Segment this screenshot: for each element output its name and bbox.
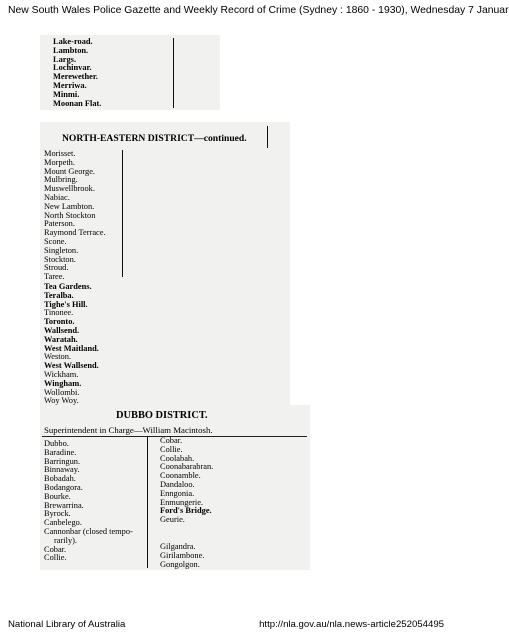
footer-url[interactable]: http://nla.gov.au/nla.news-article252054495 xyxy=(259,619,444,630)
section-title: DUBBO DISTRICT. xyxy=(116,410,208,421)
list-item: Tinonee. xyxy=(44,308,74,318)
list-item: North Stockton xyxy=(44,210,96,220)
list-item: Mount George. xyxy=(44,166,96,176)
page-header: New South Wales Police Gazette and Weekly Record of Crime (Sydney : 1860 - 1930), Wednesday 7 Januar xyxy=(8,5,509,16)
list-item: Bourke. xyxy=(44,491,71,501)
list-item: Collie. xyxy=(160,444,183,454)
list-item: Merriwa. xyxy=(53,80,87,90)
list-item: West Wallsend. xyxy=(44,361,99,371)
list-item: Cobar. xyxy=(160,436,183,445)
list-item: Lochinvar. xyxy=(53,63,92,73)
list-item: Lake-road. xyxy=(53,37,93,46)
list-item: Enmungerie. xyxy=(160,497,204,507)
footer-credit: National Library of Australia xyxy=(8,619,126,630)
list-item: Dandaloo. xyxy=(160,479,195,489)
list-item: Raymond Terrace. xyxy=(44,228,106,238)
list-item: Coonabarabran. xyxy=(160,462,214,472)
list-item: Collie. xyxy=(44,553,67,563)
list-item: Canbelego. xyxy=(44,518,82,528)
list-item: Wollombi. xyxy=(44,387,80,397)
list-item: Tea Gardens. xyxy=(44,282,92,291)
list-item: Coonamble. xyxy=(160,471,201,481)
place-list-group1 xyxy=(44,150,106,282)
list-item: Geurie. xyxy=(160,515,185,525)
list-item: Waratah. xyxy=(44,334,78,344)
dubbo-list-left xyxy=(44,440,133,563)
list-item: New Lambton. xyxy=(44,201,95,211)
list-item: Weston. xyxy=(44,352,72,362)
list-item: Muswellbrook. xyxy=(44,184,95,194)
list-item: Barringun. xyxy=(44,456,81,466)
list-item: Bobadah. xyxy=(44,474,76,484)
list-item: Merewether. xyxy=(53,72,98,82)
list-item: Wingham. xyxy=(44,378,82,388)
list-item: rarily). xyxy=(54,535,78,545)
list-item: Toronto. xyxy=(44,317,75,327)
list-item: Stockton. xyxy=(44,254,76,264)
list-item: Tighe's Hill. xyxy=(44,299,88,309)
list-item: Girilambone. xyxy=(160,550,205,560)
list-item: Taree. xyxy=(44,272,65,282)
list-item: Cobar. xyxy=(44,544,67,554)
list-item: Woy Woy. xyxy=(44,396,79,406)
list-item: Cannonbar (closed tempo- xyxy=(44,526,133,536)
list-item: Teralba. xyxy=(44,290,74,300)
column-rule xyxy=(147,437,148,568)
list-item: Byrock. xyxy=(44,509,71,519)
list-item: Ford's Bridge. xyxy=(160,506,212,516)
list-item: Baradine. xyxy=(44,447,77,457)
list-item: Wickham. xyxy=(44,369,79,379)
list-item: Coolabah. xyxy=(160,453,195,463)
list-item: Largs. xyxy=(53,54,77,64)
list-item: West Maitland. xyxy=(44,343,99,353)
list-item: Binnaway. xyxy=(44,465,80,475)
dubbo-list-right xyxy=(160,437,213,569)
list-item: Brewarrina. xyxy=(44,500,84,510)
list-item: Singleton. xyxy=(44,245,79,255)
column-rule xyxy=(173,38,174,108)
place-list-top xyxy=(53,38,101,108)
column-rule xyxy=(267,126,268,148)
list-item: Mulbring. xyxy=(44,175,78,185)
place-list-group2 xyxy=(44,283,99,415)
list-item: Bodangora. xyxy=(44,482,83,492)
list-item: Minmi. xyxy=(53,89,80,99)
superintendent-line: Superintendent in Charge—William Macintosh. xyxy=(44,425,213,435)
list-item: Enngonia. xyxy=(160,488,195,498)
list-item: Dubbo. xyxy=(44,439,69,448)
list-item: Scone. xyxy=(44,236,67,246)
list-item: Moonan Flat. xyxy=(53,98,102,108)
list-spacer xyxy=(160,525,213,543)
list-item: Stroud. xyxy=(44,263,69,273)
section-title: NORTH-EASTERN DISTRICT—continued. xyxy=(62,133,247,144)
column-rule xyxy=(122,150,123,277)
list-item: Wallsend. xyxy=(44,325,80,335)
list-item: Gilgandra. xyxy=(160,541,196,551)
list-item: Paterson. xyxy=(44,219,75,229)
list-item: Gongolgon. xyxy=(160,559,200,569)
list-item: Morpeth. xyxy=(44,157,75,167)
list-item: Morisset. xyxy=(44,149,76,158)
list-item: Lambton. xyxy=(53,45,89,55)
list-item: Nabiac. xyxy=(44,192,70,202)
